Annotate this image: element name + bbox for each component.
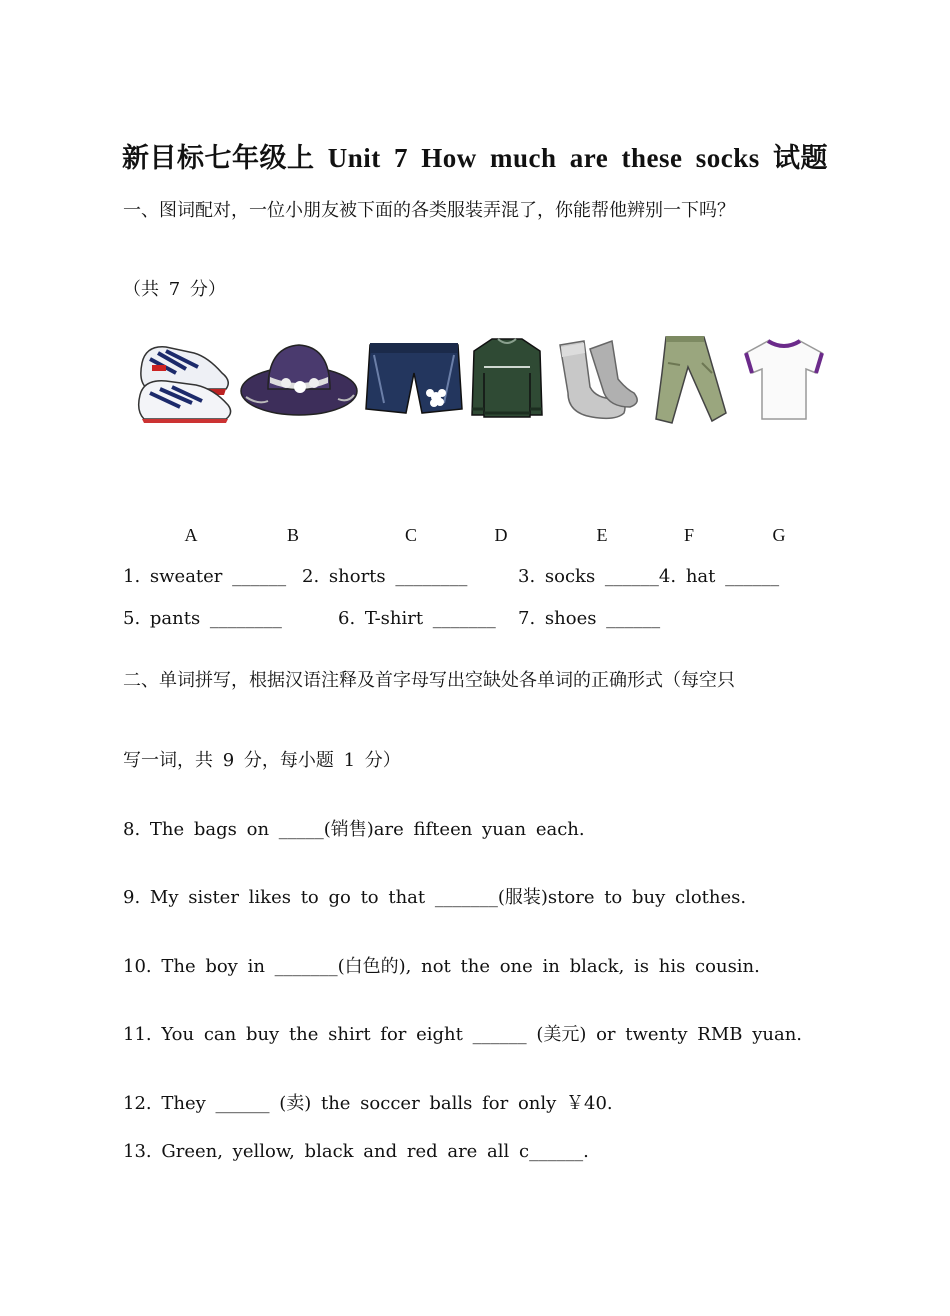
picture-letter-b: B [286, 525, 299, 545]
pants-icon [648, 333, 728, 425]
picture-letter-g: G [772, 525, 786, 545]
picture-letter-a: A [184, 525, 198, 545]
question-11: 11. You can buy the shirt for eight ______ (美元) or twenty RMB yuan. [123, 1024, 803, 1045]
section1-heading: 一、图词配对，一位小朋友被下面的各类服装弄混了，你能帮他辨别一下吗？ [123, 200, 735, 221]
page-title: 新目标七年级上 Unit 7 How much are these socks 试题 [122, 143, 828, 173]
question-10: 10. The boy in _______(白色的), not the one in black, is his cousin. [123, 956, 760, 977]
sweater-icon [470, 333, 544, 425]
question-8: 8. The bags on _____(销售)are fifteen yuan each. [123, 819, 585, 840]
tshirt-icon [742, 333, 826, 425]
section2-heading-cont: 写一词，共 9 分，每小题 1 分） [123, 750, 401, 771]
shorts-icon [364, 333, 464, 425]
picture-letter-c: C [404, 525, 417, 545]
picture-letter-d: D [494, 525, 508, 545]
match-item-5: 5. pants ________ [123, 608, 282, 629]
picture-letter-f: F [683, 525, 694, 545]
section2-heading: 二、单词拼写，根据汉语注释及首字母写出空缺处各单词的正确形式（每空只 [123, 670, 735, 691]
question-12: 12. They ______ (卖) the soccer balls for only ￥40. [123, 1093, 613, 1114]
question-13: 13. Green, yellow, black and red are all c______. [123, 1141, 589, 1162]
socks-icon [546, 333, 642, 425]
shoes-icon [136, 333, 234, 425]
match-item-2: 2. shorts ________ [302, 566, 468, 587]
hat-icon [238, 333, 360, 425]
clothing-pictures [136, 333, 826, 425]
match-item-1: 1. sweater ______ [123, 566, 287, 587]
question-9: 9. My sister likes to go to that _______(服装)store to buy clothes. [123, 887, 747, 908]
match-item-7: 7. shoes ______ [518, 608, 661, 629]
picture-letter-e: E [596, 525, 608, 545]
match-item-6: 6. T-shirt _______ [338, 608, 496, 629]
section1-points: （共 7 分） [123, 279, 226, 300]
match-item-3-4: 3. socks ______4. hat ______ [518, 566, 780, 587]
